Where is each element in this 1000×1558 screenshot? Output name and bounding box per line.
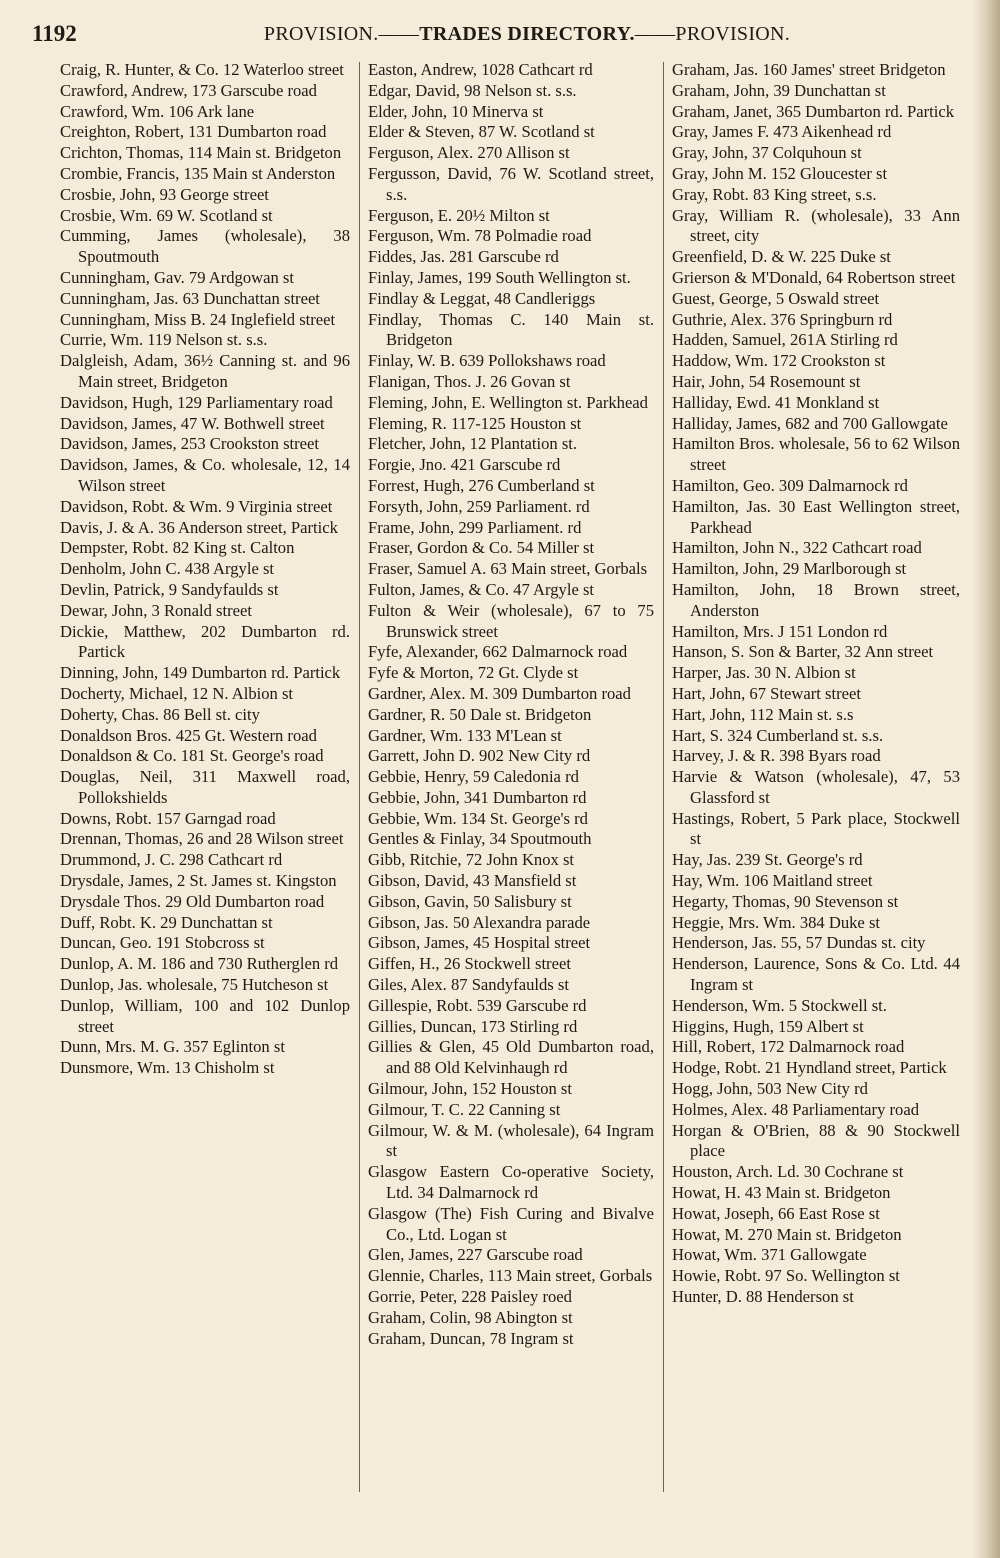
- directory-entry: Crombie, Francis, 135 Main st Anderston: [60, 163, 336, 183]
- directory-entry: Fulton & Weir (wholesale), 67 to 75 Brunswick street: [368, 600, 654, 641]
- directory-entry: Doherty, Chas. 86 Bell st. city: [60, 704, 260, 724]
- directory-entry: Finlay, W. B. 639 Pollokshaws road: [368, 351, 606, 371]
- directory-entry: Hegarty, Thomas, 90 Stevenson st: [672, 891, 899, 911]
- directory-entry: Hamilton, Mrs. J 151 London rd: [672, 621, 888, 641]
- directory-entry: Gilmour, W. & M. (wholesale), 64 Ingram st: [368, 1120, 654, 1161]
- directory-column-1: [60, 60, 350, 1550]
- directory-entry: Davidson, Robt. & Wm. 9 Virginia street: [60, 496, 333, 516]
- directory-entry: Gray, John M. 152 Gloucester st: [672, 163, 888, 183]
- directory-entry: Dinning, John, 149 Dumbarton rd. Partick: [60, 663, 341, 683]
- page-header: [32, 18, 980, 50]
- directory-entry: Gray, John, 37 Colquhoun st: [672, 143, 862, 163]
- directory-entry: Hart, John, 112 Main st. s.s: [672, 704, 854, 724]
- directory-entry: Henderson, Jas. 55, 57 Dundas st. city: [672, 933, 926, 953]
- directory-entry: Henderson, Wm. 5 Stockwell st.: [672, 995, 887, 1015]
- directory-entry: Grierson & M'Donald, 64 Robertson street: [672, 267, 956, 287]
- directory-entry: Hadden, Samuel, 261A Stirling rd: [672, 330, 898, 350]
- directory-entry: Hay, Jas. 239 St. George's rd: [672, 850, 863, 870]
- directory-entry: Guest, George, 5 Oswald street: [672, 288, 880, 308]
- directory-entry: Gibson, David, 43 Mansfield st: [368, 871, 577, 891]
- directory-entry: Glasgow Eastern Co-operative Society, Ltd. 34 Dalmarnock rd: [368, 1162, 654, 1203]
- directory-entry: Fulton, James, & Co. 47 Argyle st: [368, 579, 595, 599]
- directory-entry: Garrett, John D. 902 New City rd: [368, 746, 591, 766]
- directory-entry: Gillies & Glen, 45 Old Dumbarton road, and 88 Old Kelvinhaugh rd: [368, 1037, 654, 1078]
- directory-entry: Hamilton, John, 18 Brown street, Anderston: [672, 579, 960, 620]
- directory-entry: Fraser, Samuel A. 63 Main street, Gorbals: [368, 559, 648, 579]
- directory-entry: Davidson, James, 47 W. Bothwell street: [60, 413, 325, 433]
- directory-entry: Giffen, H., 26 Stockwell street: [368, 954, 571, 974]
- directory-entry: Gibson, James, 45 Hospital street: [368, 933, 591, 953]
- directory-entry: Halliday, Ewd. 41 Monkland st: [672, 392, 880, 412]
- directory-entry: Cunningham, Gav. 79 Ardgowan st: [60, 267, 294, 287]
- directory-entry: Hamilton, Jas. 30 East Wellington street, Parkhead: [672, 496, 960, 537]
- directory-entry: Fraser, Gordon & Co. 54 Miller st: [368, 538, 595, 558]
- directory-entry: Glennie, Charles, 113 Main street, Gorbals: [368, 1266, 653, 1286]
- directory-entry: Crichton, Thomas, 114 Main st. Bridgeton: [60, 143, 342, 163]
- directory-entry: Davidson, James, 253 Crookston street: [60, 434, 320, 454]
- directory-entry: Graham, John, 39 Dunchattan st: [672, 80, 886, 100]
- directory-entry: Easton, Andrew, 1028 Cathcart rd: [368, 60, 593, 79]
- directory-entry: Cunningham, Miss B. 24 Inglefield street: [60, 309, 336, 329]
- directory-entry: Hastings, Robert, 5 Park place, Stockwell st: [672, 808, 960, 849]
- directory-entry: Davidson, Hugh, 129 Parliamentary road: [60, 392, 333, 412]
- page-number: 1192: [32, 21, 77, 46]
- directory-entry: Hamilton, John N., 322 Cathcart road: [672, 538, 922, 558]
- directory-entry: Gebbie, Henry, 59 Caledonia rd: [368, 767, 579, 787]
- directory-entry: Creighton, Robert, 131 Dumbarton road: [60, 122, 327, 142]
- directory-entry: Elder, John, 10 Minerva st: [368, 101, 544, 121]
- directory-entry: Howat, Wm. 371 Gallowgate: [672, 1245, 867, 1265]
- directory-entry: Drennan, Thomas, 26 and 28 Wilson street: [60, 829, 344, 849]
- directory-entry: Duncan, Geo. 191 Stobcross st: [60, 933, 265, 953]
- directory-entry: Howat, H. 43 Main st. Bridgeton: [672, 1183, 891, 1203]
- directory-entry: Elder & Steven, 87 W. Scotland st: [368, 122, 595, 142]
- directory-entry: Crosbie, Wm. 69 W. Scotland st: [60, 205, 273, 225]
- directory-entry: Giles, Alex. 87 Sandyfaulds st: [368, 975, 569, 995]
- directory-entry: Dunn, Mrs. M. G. 357 Eglinton st: [60, 1037, 285, 1057]
- directory-entry: Hart, S. 324 Cumberland st. s.s.: [672, 725, 884, 745]
- directory-entry: Howie, Robt. 97 So. Wellington st: [672, 1266, 900, 1286]
- directory-entry: Gillespie, Robt. 539 Garscube rd: [368, 995, 587, 1015]
- directory-entry: Forrest, Hugh, 276 Cumberland st: [368, 475, 595, 495]
- directory-entry: Holmes, Alex. 48 Parliamentary road: [672, 1099, 920, 1119]
- directory-entry: Forsyth, John, 259 Parliament. rd: [368, 496, 590, 516]
- directory-entry: Gardner, R. 50 Dale st. Bridgeton: [368, 704, 592, 724]
- directory-entry: Craig, R. Hunter, & Co. 12 Waterloo street: [60, 60, 344, 79]
- directory-entry: Haddow, Wm. 172 Crookston st: [672, 351, 886, 371]
- directory-entry: Hogg, John, 503 New City rd: [672, 1079, 868, 1099]
- directory-entry: Cumming, James (wholesale), 38 Spoutmouth: [60, 226, 350, 267]
- directory-entry: Hanson, S. Son & Barter, 32 Ann street: [672, 642, 934, 662]
- directory-entry: Docherty, Michael, 12 N. Albion st: [60, 683, 294, 703]
- directory-entry: Graham, Janet, 365 Dumbarton rd. Partick: [672, 101, 955, 121]
- directory-entry: Gentles & Finlay, 34 Spoutmouth: [368, 829, 592, 849]
- directory-entry: Dunlop, A. M. 186 and 730 Rutherglen rd: [60, 954, 339, 974]
- page-edge: [972, 0, 1000, 1558]
- header-dash-left: ——: [378, 23, 420, 45]
- directory-entry: Gray, James F. 473 Aikenhead rd: [672, 122, 892, 142]
- directory-entry: Gibson, Gavin, 50 Salisbury st: [368, 891, 572, 911]
- directory-entry: Hay, Wm. 106 Maitland street: [672, 871, 873, 891]
- directory-entry: Howat, Joseph, 66 East Rose st: [672, 1203, 880, 1223]
- directory-entry: Donaldson & Co. 181 St. George's road: [60, 746, 324, 766]
- directory-column-2: [368, 60, 654, 1550]
- running-title: [227, 18, 827, 50]
- directory-entry: Fletcher, John, 12 Plantation st.: [368, 434, 578, 454]
- directory-entry: Harvey, J. & R. 398 Byars road: [672, 746, 881, 766]
- header-title: TRADES DIRECTORY.: [419, 23, 635, 45]
- directory-entry: Gebbie, John, 341 Dumbarton rd: [368, 787, 587, 807]
- directory-entry: Hamilton, Geo. 309 Dalmarnock rd: [672, 475, 908, 495]
- header-left-word: PROVISION.: [263, 23, 379, 45]
- directory-entry: Drummond, J. C. 298 Cathcart rd: [60, 850, 283, 870]
- directory-entry: Graham, Duncan, 78 Ingram st: [368, 1328, 574, 1348]
- column-divider-1: [359, 62, 360, 1492]
- directory-entry: Ferguson, Alex. 270 Allison st: [368, 143, 570, 163]
- directory-entry: Dalgleish, Adam, 36½ Canning st. and 96 Main street, Bridgeton: [60, 351, 350, 391]
- directory-entry: Frame, John, 299 Parliament. rd: [368, 517, 582, 537]
- directory-entry: Graham, Jas. 160 James' street Bridgeton: [672, 60, 946, 79]
- directory-entry: Hamilton, John, 29 Marlborough st: [672, 559, 907, 579]
- directory-entry: Drysdale Thos. 29 Old Dumbarton road: [60, 891, 325, 911]
- directory-entry: Ferguson, Wm. 78 Polmadie road: [368, 226, 592, 246]
- directory-entry: Gray, Robt. 83 King street, s.s.: [672, 184, 877, 204]
- directory-entry: Dempster, Robt. 82 King st. Calton: [60, 538, 295, 558]
- directory-entry: Horgan & O'Brien, 88 & 90 Stockwell place: [672, 1120, 960, 1161]
- header-dash-right: ——: [634, 23, 676, 45]
- directory-entry: Crawford, Wm. 106 Ark lane: [60, 101, 255, 121]
- directory-entry: Dunlop, Jas. wholesale, 75 Hutcheson st: [60, 975, 329, 995]
- directory-entry: Crosbie, John, 93 George street: [60, 184, 269, 204]
- directory-entry: Gibson, Jas. 50 Alexandra parade: [368, 912, 591, 932]
- directory-entry: Halliday, James, 682 and 700 Gallowgate: [672, 413, 948, 433]
- directory-entry: Harvie & Watson (wholesale), 47, 53 Glassford st: [672, 767, 960, 807]
- directory-entry: Dunlop, William, 100 and 102 Dunlop street: [60, 995, 350, 1036]
- directory-entry: Dunsmore, Wm. 13 Chisholm st: [60, 1058, 275, 1078]
- directory-entry: Findlay & Leggat, 48 Candleriggs: [368, 288, 596, 308]
- directory-entry: Currie, Wm. 119 Nelson st. s.s.: [60, 330, 268, 350]
- directory-entry: Glasgow (The) Fish Curing and Bivalve Co., Ltd. Logan st: [368, 1203, 654, 1244]
- directory-entry: Hair, John, 54 Rosemount st: [672, 371, 861, 391]
- directory-entry: Davidson, James, & Co. wholesale, 12, 14 Wilson street: [60, 455, 350, 495]
- column-divider-2: [663, 62, 664, 1492]
- directory-entry: Guthrie, Alex. 376 Springburn rd: [672, 309, 893, 329]
- directory-entry: Fergusson, David, 76 W. Scotland street, s.s.: [368, 163, 654, 204]
- directory-entry: Fyfe & Morton, 72 Gt. Clyde st: [368, 663, 579, 683]
- directory-entry: Gardner, Alex. M. 309 Dumbarton road: [368, 683, 631, 703]
- directory-column-3: [672, 60, 960, 1550]
- directory-entry: Higgins, Hugh, 159 Albert st: [672, 1016, 864, 1036]
- directory-entry: Gray, William R. (wholesale), 33 Ann street, city: [672, 205, 960, 246]
- directory-entry: Fyfe, Alexander, 662 Dalmarnock road: [368, 642, 628, 662]
- directory-entry: Findlay, Thomas C. 140 Main st. Bridgeton: [368, 309, 654, 350]
- directory-entry: Douglas, Neil, 311 Maxwell road, Pollokshields: [60, 767, 350, 807]
- directory-entry: Edgar, David, 98 Nelson st. s.s.: [368, 80, 577, 100]
- directory-entry: Hamilton Bros. wholesale, 56 to 62 Wilson street: [672, 434, 960, 475]
- directory-entry: Dickie, Matthew, 202 Dumbarton rd. Partick: [60, 621, 350, 662]
- directory-entry: Forgie, Jno. 421 Garscube rd: [368, 455, 561, 475]
- directory-entry: Howat, M. 270 Main st. Bridgeton: [672, 1224, 902, 1244]
- directory-entry: Greenfield, D. & W. 225 Duke st: [672, 247, 891, 267]
- directory-entry: Crawford, Andrew, 173 Garscube road: [60, 80, 317, 100]
- directory-entry: Devlin, Patrick, 9 Sandyfaulds st: [60, 579, 279, 599]
- directory-entry: Gardner, Wm. 133 M'Lean st: [368, 725, 562, 745]
- directory-entry: Flanigan, Thos. J. 26 Govan st: [368, 371, 571, 391]
- directory-entry: Heggie, Mrs. Wm. 384 Duke st: [672, 912, 881, 932]
- directory-entry: Davis, J. & A. 36 Anderson street, Partick: [60, 517, 338, 537]
- directory-entry: Houston, Arch. Ld. 30 Cochrane st: [672, 1162, 904, 1182]
- directory-entry: Hill, Robert, 172 Dalmarnock road: [672, 1037, 905, 1057]
- directory-entry: Glen, James, 227 Garscube road: [368, 1245, 583, 1265]
- directory-entry: Ferguson, E. 20½ Milton st: [368, 205, 550, 225]
- directory-entry: Denholm, John C. 438 Argyle st: [60, 559, 275, 579]
- directory-entry: Downs, Robt. 157 Garngad road: [60, 808, 276, 828]
- directory-entry: Gorrie, Peter, 228 Paisley roed: [368, 1287, 572, 1307]
- directory-entry: Finlay, James, 199 South Wellington st.: [368, 267, 631, 287]
- directory-entry: Henderson, Laurence, Sons & Co. Ltd. 44 Ingram st: [672, 954, 960, 995]
- directory-entry: Gibb, Ritchie, 72 John Knox st: [368, 850, 575, 870]
- directory-entry: Donaldson Bros. 425 Gt. Western road: [60, 725, 317, 745]
- directory-entry: Fiddes, Jas. 281 Garscube rd: [368, 247, 559, 267]
- directory-entry: Gilmour, T. C. 22 Canning st: [368, 1099, 561, 1119]
- directory-entry: Cunningham, Jas. 63 Dunchattan street: [60, 288, 320, 308]
- header-right-word: PROVISION.: [675, 23, 791, 45]
- directory-entry: Hodge, Robt. 21 Hyndland street, Partick: [672, 1058, 947, 1078]
- directory-entry: Drysdale, James, 2 St. James st. Kingston: [60, 871, 337, 891]
- directory-entry: Harper, Jas. 30 N. Albion st: [672, 663, 856, 683]
- directory-entry: Graham, Colin, 98 Abington st: [368, 1307, 573, 1327]
- directory-entry: Fleming, R. 117-125 Houston st: [368, 413, 582, 433]
- directory-entry: Gillies, Duncan, 173 Stirling rd: [368, 1016, 578, 1036]
- directory-entry: Hart, John, 67 Stewart street: [672, 683, 861, 703]
- directory-entry: Fleming, John, E. Wellington st. Parkhead: [368, 392, 648, 412]
- directory-entry: Gilmour, John, 152 Houston st: [368, 1079, 573, 1099]
- directory-entry: Duff, Robt. K. 29 Dunchattan st: [60, 912, 273, 932]
- directory-entry: Dewar, John, 3 Ronald street: [60, 600, 252, 620]
- directory-entry: Hunter, D. 88 Henderson st: [672, 1287, 854, 1307]
- directory-entry: Gebbie, Wm. 134 St. George's rd: [368, 808, 588, 828]
